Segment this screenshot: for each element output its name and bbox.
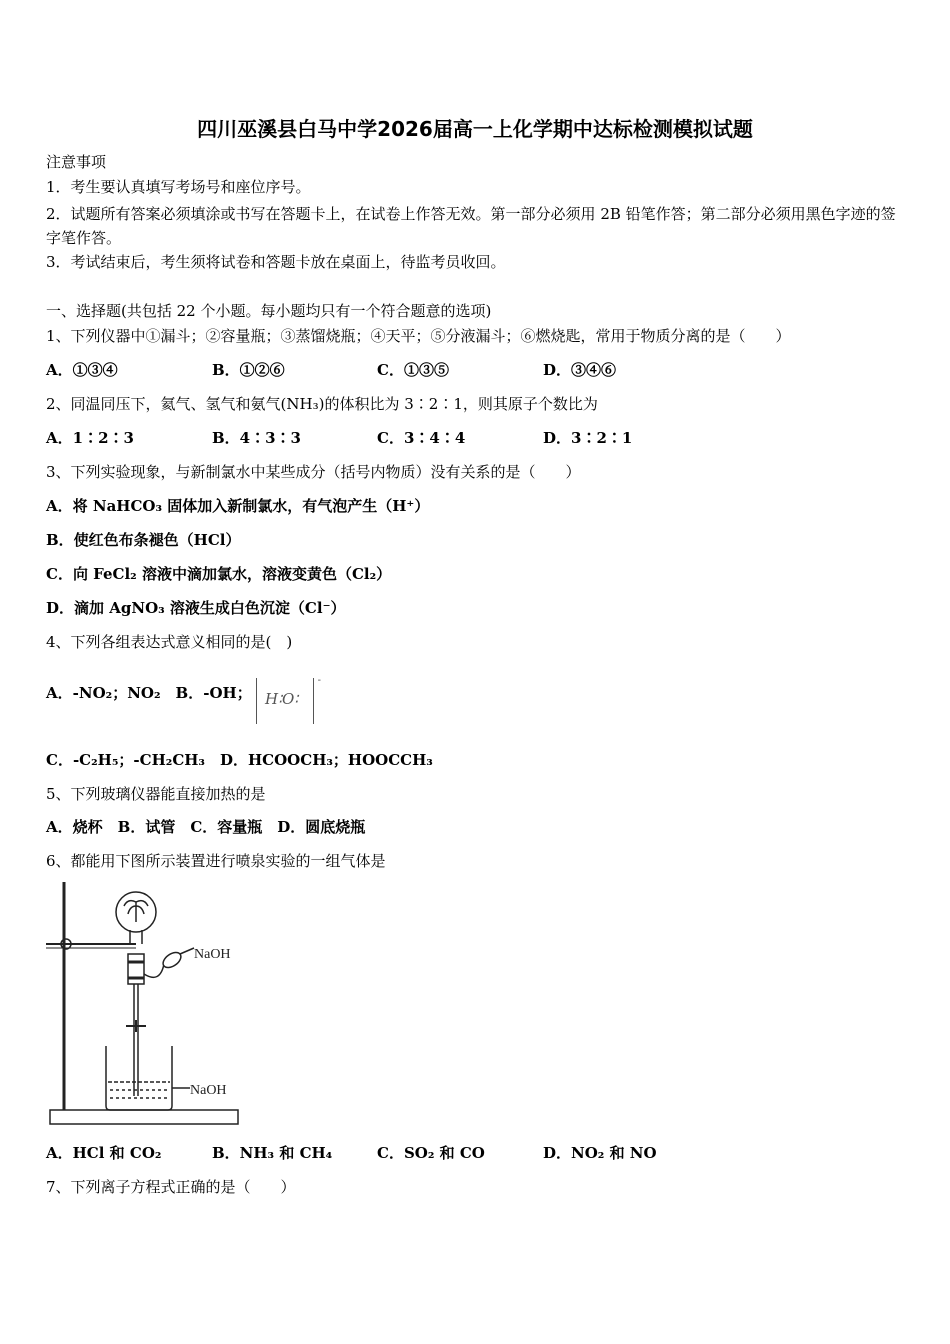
lewis-structure-image xyxy=(256,675,321,724)
q3-option-a: A．将 NaHCO₃ 固体加入新制氯水，有气泡产生（H⁺） xyxy=(46,497,430,515)
q4-option-ab: A．-NO₂；NO₂ B．-OH； xyxy=(46,684,252,702)
q1-option-d: D．③④⑥ xyxy=(543,361,617,379)
q4-stem: 4、下列各组表达式意义相同的是( ) xyxy=(46,633,293,651)
q6-option-a: A．HCl 和 CO₂ xyxy=(46,1144,162,1162)
q1-stem: 1、下列仪器中①漏斗；②容量瓶；③蒸馏烧瓶；④天平；⑤分液漏斗；⑥燃烧匙，常用于物质分离的是（ ） xyxy=(46,327,791,345)
q2-option-d: D．3∶2∶1 xyxy=(543,429,633,447)
q1-option-b: B．①②⑥ xyxy=(212,361,285,379)
lewis-formula: H∶O∶ xyxy=(265,690,299,708)
q5-stem: 5、下列玻璃仪器能直接加热的是 xyxy=(46,785,266,803)
q2-option-a: A．1∶2∶3 xyxy=(46,429,134,447)
page-title: 四川巫溪县白马中学2026届高一上化学期中达标检测模拟试题 xyxy=(197,117,753,141)
q3-option-b: B．使红色布条褪色（HCl） xyxy=(46,531,241,549)
q2-stem: 2、同温同压下，氦气、氢气和氨气(NH₃)的体积比为 3∶2∶1，则其原子个数比为 xyxy=(46,395,598,413)
fountain-apparatus-figure xyxy=(44,878,244,1130)
section-heading: 一、选择题(共包括 22 个小题。每小题均只有一个符合题意的选项) xyxy=(46,302,492,320)
q3-option-d: D．滴加 AgNO₃ 溶液生成白色沉淀（Cl⁻） xyxy=(46,599,346,617)
q6-option-c: C．SO₂ 和 CO xyxy=(377,1144,485,1162)
q3-option-c: C．向 FeCl₂ 溶液中滴加氯水，溶液变黄色（Cl₂） xyxy=(46,565,392,583)
q1-option-c: C．①③⑤ xyxy=(377,361,449,379)
lewis-charge-mark: - xyxy=(317,675,321,686)
q6-option-b: B．NH₃ 和 CH₄ xyxy=(212,1144,333,1162)
figure-label-top: NaOH xyxy=(194,947,231,962)
q6-stem: 6、都能用下图所示装置进行喷泉实验的一组气体是 xyxy=(46,852,386,870)
notice-item-1: 1．考生要认真填写考场号和座位序号。 xyxy=(46,178,311,196)
notice-heading: 注意事项 xyxy=(46,153,107,171)
notice-item-2: 2．试题所有答案必须填涂或书写在答题卡上，在试卷上作答无效。第一部分必须用 2B 铅笔作答；第二部分必须用黑色字迹的签字笔作答。 xyxy=(46,205,896,247)
notice-item-3: 3．考试结束后，考生须将试卷和答题卡放在桌面上，待监考员收回。 xyxy=(46,253,506,271)
q1-option-a: A．①③④ xyxy=(46,361,118,379)
q4-option-cd: C．-C₂H₅；-CH₂CH₃ D．HCOOCH₃；HOOCCH₃ xyxy=(46,751,433,769)
q2-option-b: B．4∶3∶3 xyxy=(212,429,301,447)
figure-label-bottom: NaOH xyxy=(190,1083,227,1098)
q2-option-c: C．3∶4∶4 xyxy=(377,429,466,447)
q5-options: A．烧杯 B．试管 C．容量瓶 D．圆底烧瓶 xyxy=(46,818,366,836)
q3-stem: 3、下列实验现象，与新制氯水中某些成分（括号内物质）没有关系的是（ ） xyxy=(46,463,581,481)
q6-option-d: D．NO₂ 和 NO xyxy=(543,1144,657,1162)
q7-stem: 7、下列离子方程式正确的是（ ） xyxy=(46,1178,296,1196)
